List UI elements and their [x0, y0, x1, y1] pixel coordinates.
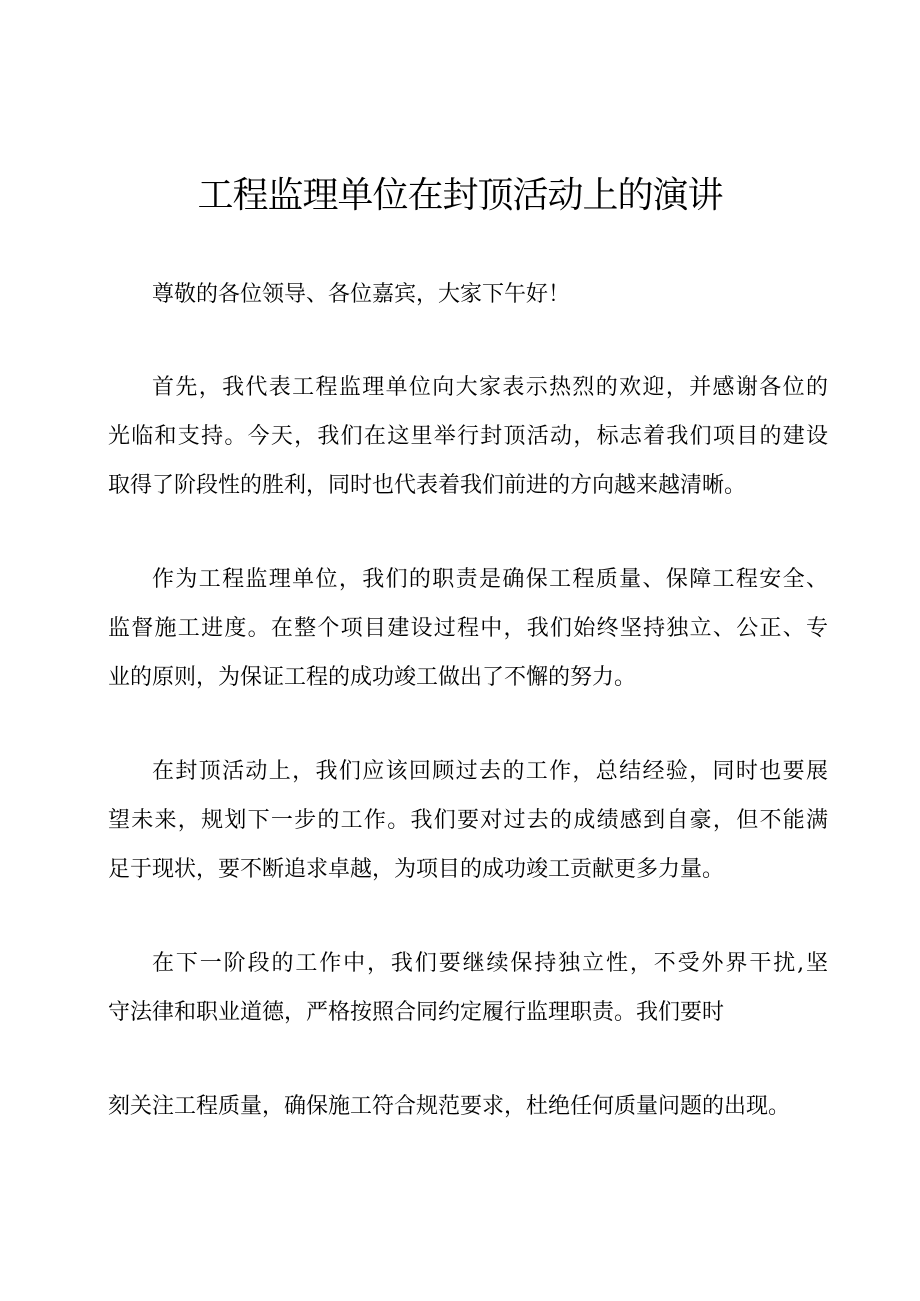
paragraph-4-line-3: 足于现状，要不断追求卓越，为项目的成功竣工贡献更多力量。: [108, 857, 725, 882]
paragraph-2-line-3: 取得了阶段性的胜利，同时也代表着我们前进的方向越来越清晰。: [108, 473, 747, 498]
paragraph-6-line-1: 刻关注工程质量，确保施工符合规范要求，杜绝任何质量问题的出现。: [108, 1094, 791, 1119]
paragraph-4-line-1: 在封顶活动上，我们应该回顾过去的工作，总结经验，同时也要展: [152, 759, 828, 784]
document-title: 工程监理单位在封顶活动上的演讲: [197, 175, 723, 216]
paragraph-4-line-2: 望未来，规划下一步的工作。我们要对过去的成绩感到自豪，但不能满: [108, 808, 828, 833]
paragraph-2-line-1: 首先，我代表工程监理单位向大家表示热烈的欢迎，并感谢各位的: [152, 375, 828, 400]
paragraph-5-line-1: 在下一阶段的工作中，我们要继续保持独立性，不受外界干扰,坚: [152, 951, 828, 976]
paragraph-2-line-2: 光临和支持。今天，我们在这里举行封顶活动，标志着我们项目的建设: [108, 424, 828, 449]
paragraph-3-line-1: 作为工程监理单位，我们的职责是确保工程质量、保障工程安全、: [152, 567, 828, 592]
paragraph-3-line-3: 业的原则，为保证工程的成功竣工做出了不懈的努力。: [108, 665, 637, 690]
paragraph-5-line-2: 守法律和职业道德，严格按照合同约定履行监理职责。我们要时: [108, 1000, 725, 1025]
paragraph-greeting-line-1: 尊敬的各位领导、各位嘉宾，大家下午好！: [152, 282, 571, 307]
paragraph-3-line-2: 监督施工进度。在整个项目建设过程中，我们始终坚持独立、公正、专: [108, 616, 828, 641]
